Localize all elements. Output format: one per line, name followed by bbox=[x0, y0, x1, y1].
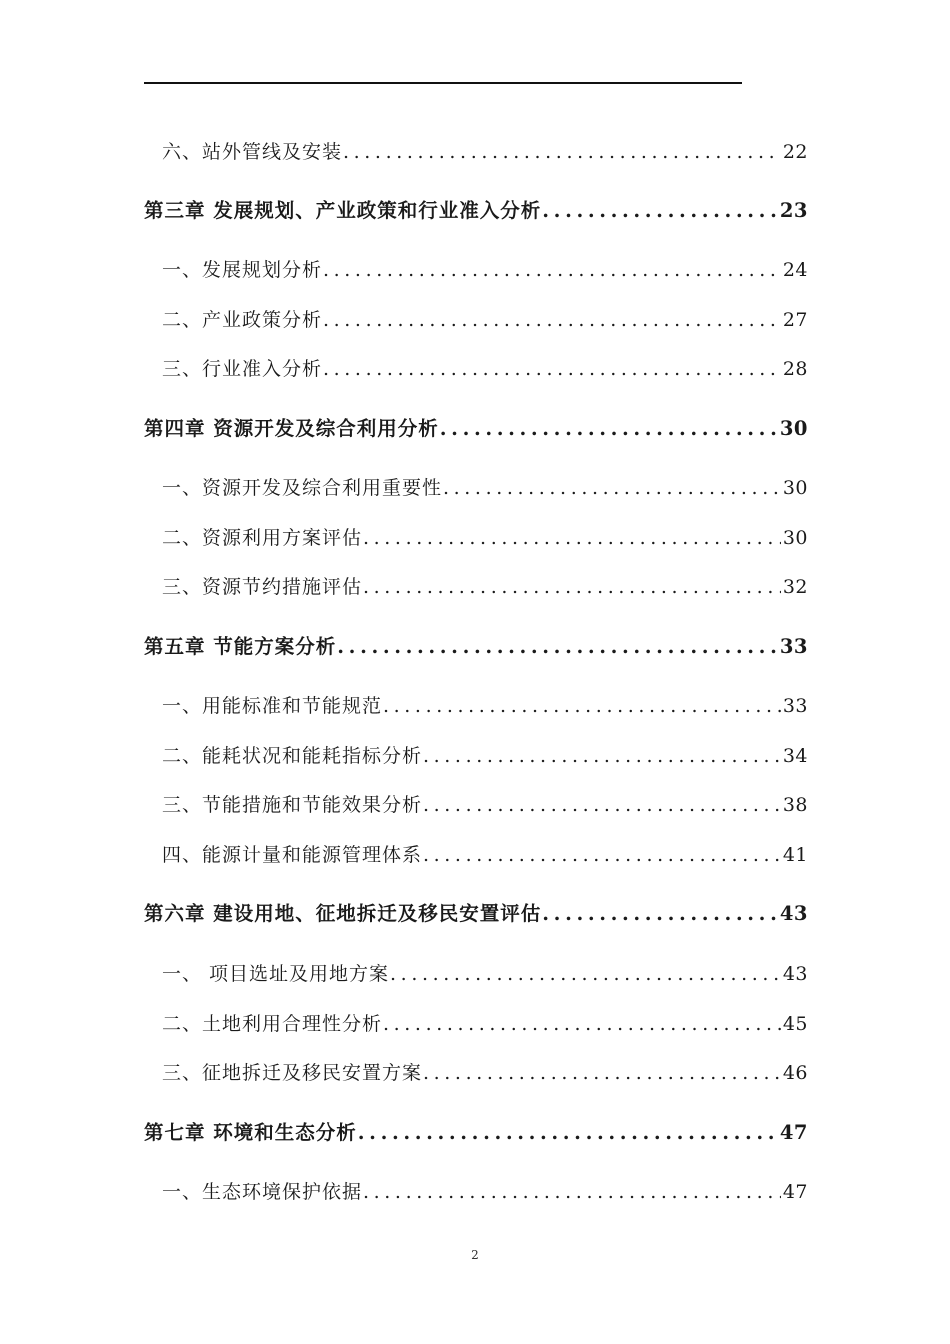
toc-entry-page: 46 bbox=[782, 1062, 808, 1084]
toc-entry[interactable] bbox=[144, 139, 808, 165]
toc-entry[interactable] bbox=[144, 842, 808, 868]
toc-leader-dots bbox=[423, 743, 781, 769]
toc-leader-dots bbox=[343, 139, 781, 165]
toc-leader-dots bbox=[423, 842, 781, 868]
toc-leader-dots bbox=[423, 792, 781, 818]
toc-entry[interactable] bbox=[144, 1011, 808, 1037]
toc-entry-page: 41 bbox=[782, 844, 808, 866]
toc-chapter-entry[interactable] bbox=[144, 901, 808, 927]
toc-entry-page: 28 bbox=[782, 358, 808, 380]
toc-entry-label: 三、资源节约措施评估 bbox=[162, 576, 363, 598]
toc-entry-page: 45 bbox=[782, 1013, 808, 1035]
toc-entry[interactable] bbox=[144, 1060, 808, 1086]
toc-entry[interactable] bbox=[144, 1179, 808, 1205]
toc-entry-page: 47 bbox=[782, 1181, 808, 1203]
toc-entry-page: 30 bbox=[782, 527, 808, 549]
toc-entry-page: 30 bbox=[782, 477, 808, 499]
toc-entry-page: 33 bbox=[782, 695, 808, 717]
toc-entry-label: 四、能源计量和能源管理体系 bbox=[162, 844, 423, 866]
toc-chapter-entry[interactable] bbox=[144, 416, 808, 442]
toc-entry-page: 43 bbox=[779, 902, 808, 925]
toc-leader-dots bbox=[363, 1179, 781, 1205]
toc-entry-page: 34 bbox=[782, 745, 808, 767]
toc-leader-dots bbox=[542, 198, 778, 224]
toc-entry-label: 第六章 建设用地、征地拆迁及移民安置评估 bbox=[144, 902, 542, 925]
toc-entry-label: 一、用能标准和节能规范 bbox=[162, 695, 383, 717]
toc-entry-page: 22 bbox=[782, 141, 808, 163]
toc-entry-label: 第三章 发展规划、产业政策和行业准入分析 bbox=[144, 199, 542, 222]
toc-entry-page: 47 bbox=[779, 1121, 808, 1144]
toc-entry-label: 第五章 节能方案分析 bbox=[144, 635, 337, 658]
toc-leader-dots bbox=[383, 693, 781, 719]
toc-entry-label: 二、能耗状况和能耗指标分析 bbox=[162, 745, 423, 767]
toc-entry-label: 一、发展规划分析 bbox=[162, 259, 323, 281]
toc-entry[interactable] bbox=[144, 307, 808, 333]
toc-entry-page: 23 bbox=[779, 199, 808, 222]
toc-entry[interactable] bbox=[144, 693, 808, 719]
toc-entry-label: 一、 项目选址及用地方案 bbox=[162, 963, 390, 985]
toc-entry[interactable] bbox=[144, 525, 808, 551]
toc-entry[interactable] bbox=[144, 961, 808, 987]
header-rule bbox=[144, 82, 742, 84]
toc-entry-label: 三、征地拆迁及移民安置方案 bbox=[162, 1062, 423, 1084]
toc-entry-label: 三、节能措施和节能效果分析 bbox=[162, 794, 423, 816]
toc-leader-dots bbox=[423, 1060, 781, 1086]
toc-entry[interactable] bbox=[144, 356, 808, 382]
toc-leader-dots bbox=[323, 307, 781, 333]
toc-entry-page: 27 bbox=[782, 309, 808, 331]
toc-leader-dots bbox=[323, 356, 781, 382]
toc-leader-dots bbox=[358, 1120, 778, 1146]
toc-entry-label: 一、生态环境保护依据 bbox=[162, 1181, 363, 1203]
toc-entry[interactable] bbox=[144, 257, 808, 283]
toc-entry-label: 三、行业准入分析 bbox=[162, 358, 323, 380]
toc-chapter-entry[interactable] bbox=[144, 634, 808, 660]
toc-leader-dots bbox=[323, 257, 781, 283]
toc-leader-dots bbox=[440, 416, 778, 442]
toc-chapter-entry[interactable] bbox=[144, 1120, 808, 1146]
toc-entry[interactable] bbox=[144, 743, 808, 769]
toc-entry[interactable] bbox=[144, 574, 808, 600]
toc-entry-label: 六、站外管线及安装 bbox=[162, 141, 343, 163]
toc-entry[interactable] bbox=[144, 475, 808, 501]
toc-entry-page: 32 bbox=[782, 576, 808, 598]
toc-leader-dots bbox=[363, 574, 781, 600]
toc-entry-label: 二、产业政策分析 bbox=[162, 309, 323, 331]
toc-entry-label: 第四章 资源开发及综合利用分析 bbox=[144, 417, 439, 440]
toc-entry[interactable] bbox=[144, 792, 808, 818]
toc-leader-dots bbox=[443, 475, 781, 501]
toc-entry-page: 43 bbox=[782, 963, 808, 985]
toc-entry-label: 二、土地利用合理性分析 bbox=[162, 1013, 383, 1035]
toc-leader-dots bbox=[390, 961, 781, 987]
toc-leader-dots bbox=[363, 525, 781, 551]
toc-leader-dots bbox=[337, 634, 778, 660]
toc-chapter-entry[interactable] bbox=[144, 198, 808, 224]
page-number: 2 bbox=[471, 1248, 479, 1262]
toc-entry-label: 二、资源利用方案评估 bbox=[162, 527, 363, 549]
toc-entry-label: 第七章 环境和生态分析 bbox=[144, 1121, 357, 1144]
toc-entry-page: 33 bbox=[779, 635, 808, 658]
toc-leader-dots bbox=[542, 901, 778, 927]
toc-entry-page: 38 bbox=[782, 794, 808, 816]
toc-leader-dots bbox=[383, 1011, 781, 1037]
toc-entry-page: 30 bbox=[779, 417, 808, 440]
toc-entry-label: 一、资源开发及综合利用重要性 bbox=[162, 477, 443, 499]
toc-entry-page: 24 bbox=[782, 259, 808, 281]
